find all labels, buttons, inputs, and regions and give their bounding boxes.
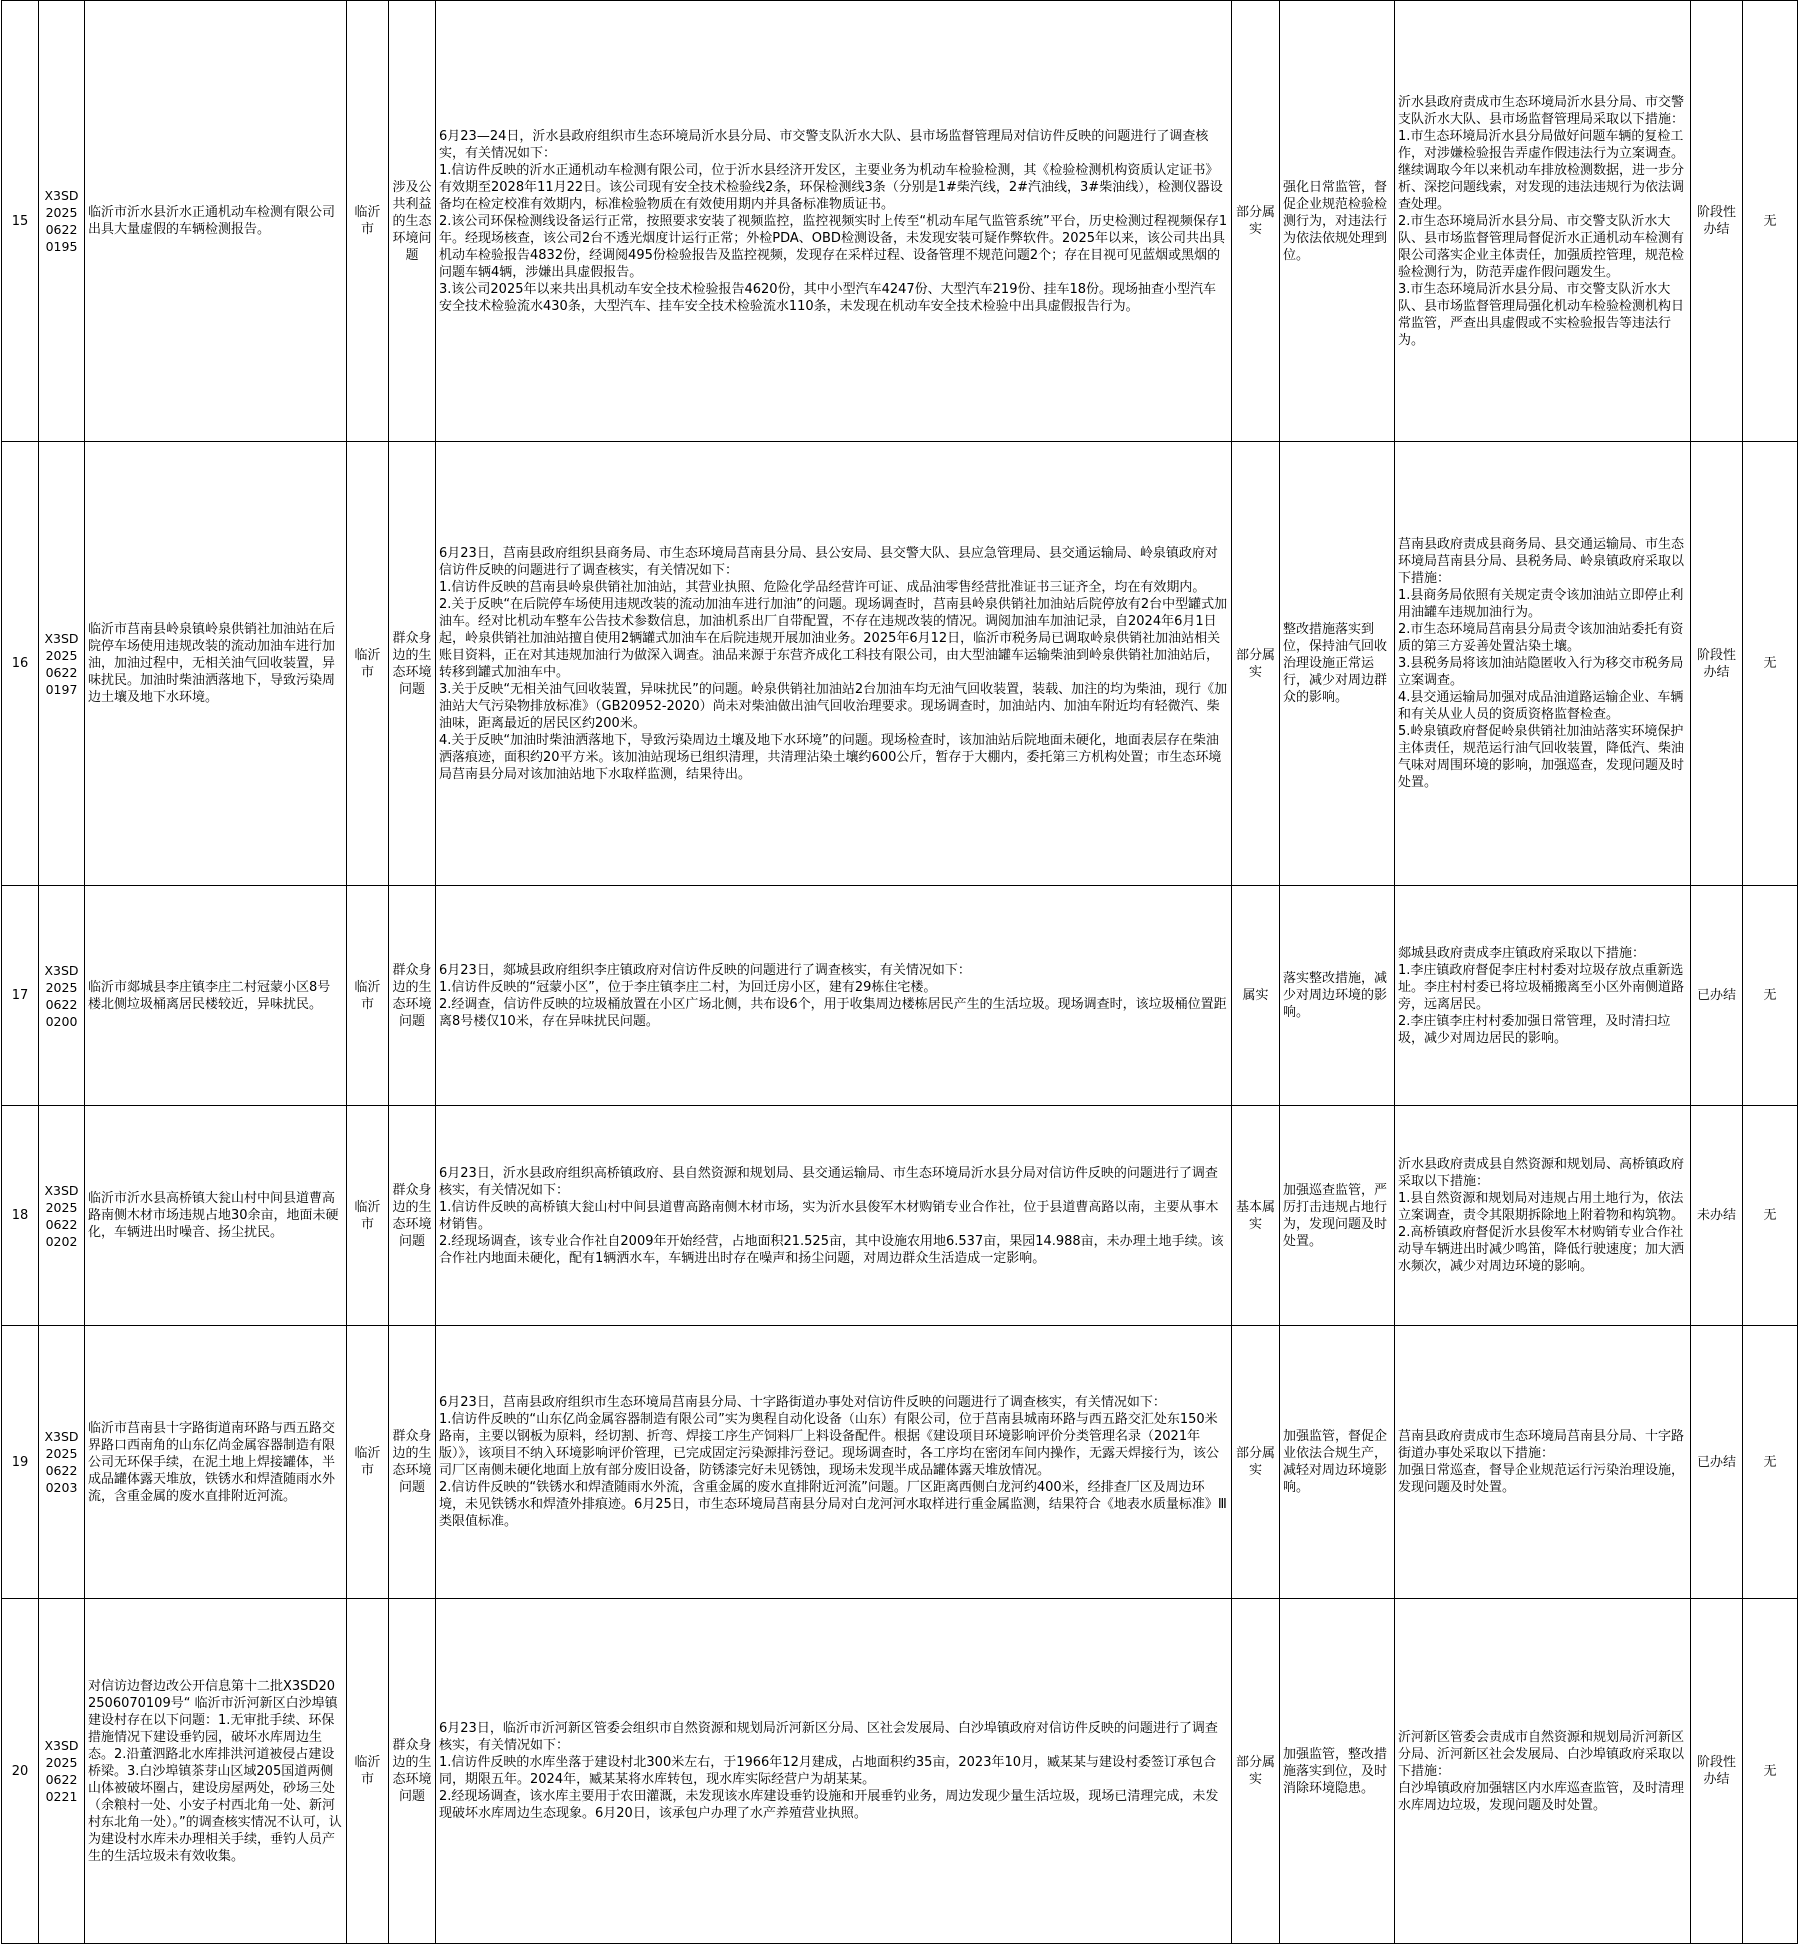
handling-status: 已办结 [1691, 886, 1743, 1106]
investigation-findings: 6月23日，莒南县政府组织市生态环境局莒南县分局、十字路街道办事处对信访件反映的问题进行了调查核实，有关情况如下： 1.信访件反映的“山东亿尚金属容器制造有限公司”实为奥程自动化设备（山东）有限公司，位于莒南县城南环路与西五路交汇处东150米路南，主要以钢板为原料，经切割、折弯、焊接工序生产饲料厂上料设备配件。根据《建设项目环境影响评价分类管理名录（2021年版）》，该项目不纳入环境影响评价管理，已完成固定污染源排污登记。现场调查时，各工序均在密闭车间内操作，无露天焊接行为，该公司厂区南侧未硬化地面上放有部分废旧设备，防锈漆完好未见锈蚀，现场未发现半成品罐体露天堆放情况。 2.信访件反映的“铁锈水和焊渣随雨水外流，含重金属的废水直排附近河流”问题。厂区距离西侧白龙河约400米，经排查厂区及周边环境，未见铁锈水和焊渣外排痕迹。6月25日，市生态环境局莒南县分局对白龙河河水取样进行重金属监测，结果符合《地表水质量标准》Ⅲ类限值标准。 [436, 1326, 1232, 1599]
accountability: 无 [1743, 1599, 1798, 1944]
verdict: 部分属实 [1232, 1, 1280, 442]
handling-measures: 郯城县政府责成李庄镇政府采取以下措施： 1.李庄镇政府督促李庄村村委对垃圾存放点重新选址。李庄村村委已将垃圾桶搬离至小区外南侧道路旁，远离居民。 2.李庄镇李庄村村委加强日常管理，及时清扫垃圾，减少对周边居民的影响。 [1395, 886, 1691, 1106]
rectification-goal: 整改措施落实到位，保持油气回收治理设施正常运行，减少对周边群众的影响。 [1280, 442, 1395, 886]
handling-status: 已办结 [1691, 1326, 1743, 1599]
petition-content: 临沂市郯城县李庄镇李庄二村冠蒙小区8号楼北侧垃圾桶离居民楼较近，异味扰民。 [85, 886, 347, 1106]
table-row [2, 886, 1798, 1106]
row-number: 18 [2, 1106, 39, 1326]
investigation-findings: 6月23—24日，沂水县政府组织市生态环境局沂水县分局、市交警支队沂水大队、县市场监督管理局对信访件反映的问题进行了调查核实，有关情况如下： 1.信访件反映的沂水正通机动车检测有限公司，位于沂水县经济开发区，主要业务为机动车检验检测，其《检验检测机构资质认定证书》有效期至2028年11月22日。该公司现有安全技术检验线2条，环保检测线3条（分别是1#柴汽线，2#汽油线，3#柴油线），检测仪器设备均在检定校准有效期内，标准检验物质在有效使用期内并具备标准物质证书。 2.该公司环保检测线设备运行正常，按照要求安装了视频监控，监控视频实时上传至“机动车尾气监管系统”平台，历史检测过程视频保存1年。经现场核查，该公司2台不透光烟度计运行正常；外检PDA、OBD检测设备，未发现安装可疑作弊软件。2025年以来，该公司共出具机动车检验报告4832份，经调阅495份检验报告及监控视频，发现存在采样过程、设备管理不规范问题2个；存在目视可见蓝烟或黑烟的问题车辆4辆，涉嫌出具虚假报告。 3.该公司2025年以来共出具机动车安全技术检验报告4620份，其中小型汽车4247份、大型汽车219份、挂车18份。现场抽查小型汽车安全技术检验流水430条，大型汽车、挂车安全技术检验流水110条，未发现在机动车安全技术检验中出具虚假报告行为。 [436, 1, 1232, 442]
investigation-findings: 6月23日，沂水县政府组织高桥镇政府、县自然资源和规划局、县交通运输局、市生态环境局沂水县分局对信访件反映的问题进行了调查核实，有关情况如下： 1.信访件反映的高桥镇大瓮山村中间县道曹高路南侧木材市场，实为沂水县俊军木材购销专业合作社，位于县道曹高路以南，主要从事木材销售。 2.经现场调查，该专业合作社自2009年开始经营，占地面积21.525亩，其中设施农用地6.537亩，果园14.988亩，未办理土地手续。该合作社内地面未硬化，配有1辆洒水车，车辆进出时存在噪声和扬尘问题，对周边群众生活造成一定影响。 [436, 1106, 1232, 1326]
issue-type: 群众身边的生态环境问题 [389, 1599, 436, 1944]
city: 临沂市 [347, 1326, 389, 1599]
row-number: 16 [2, 442, 39, 886]
table-row [2, 1106, 1798, 1326]
handling-measures: 莒南县政府责成县商务局、县交通运输局、市生态环境局莒南县分局、县税务局、岭泉镇政府采取以下措施： 1.县商务局依照有关规定责令该加油站立即停止利用油罐车违规加油行为。 2.市生态环境局莒南县分局责令该加油站委托有资质的第三方妥善处置沾染土壤。 3.县税务局将该加油站隐匿收入行为移交市税务局立案调查。 4.县交通运输局加强对成品油道路运输企业、车辆和有关从业人员的资质资格监督检查。 5.岭泉镇政府督促岭泉供销社加油站落实环境保护主体责任，规范运行油气回收装置，降低汽、柴油气味对周围环境的影响，加强巡查，发现问题及时处置。 [1395, 442, 1691, 886]
verdict: 基本属实 [1232, 1106, 1280, 1326]
case-code: X3SD202506220200 [39, 886, 85, 1106]
row-number: 20 [2, 1599, 39, 1944]
accountability: 无 [1743, 442, 1798, 886]
rectification-goal: 强化日常监管，督促企业规范检验检测行为，对违法行为依法依规处理到位。 [1280, 1, 1395, 442]
table-row [2, 442, 1798, 886]
issue-type: 群众身边的生态环境问题 [389, 442, 436, 886]
table-row [2, 1599, 1798, 1944]
issue-type: 涉及公共利益的生态环境问题 [389, 1, 436, 442]
case-code: X3SD202506220202 [39, 1106, 85, 1326]
handling-measures: 莒南县政府责成市生态环境局莒南县分局、十字路街道办事处采取以下措施： 加强日常巡查，督导企业规范运行污染治理设施，发现问题及时处置。 [1395, 1326, 1691, 1599]
verdict: 部分属实 [1232, 442, 1280, 886]
handling-measures: 沂水县政府责成市生态环境局沂水县分局、市交警支队沂水大队、县市场监督管理局采取以下措施： 1.市生态环境局沂水县分局做好问题车辆的复检工作，对涉嫌检验报告弄虚作假违法行为立案调查。继续调取今年以来机动车排放检测数据，进一步分析、深挖问题线索，对发现的违法违规行为依法调查处理。 2.市生态环境局沂水县分局、市交警支队沂水大队、县市场监督管理局督促沂水正通机动车检测有限公司落实企业主体责任，加强质控管理，规范检验检测行为，防范弄虚作假问题发生。 3.市生态环境局沂水县分局、市交警支队沂水大队、县市场监督管理局强化机动车检验检测机构日常监管，严查出具虚假或不实检验报告等违法行为。 [1395, 1, 1691, 442]
city: 临沂市 [347, 1, 389, 442]
verdict: 部分属实 [1232, 1599, 1280, 1944]
accountability: 无 [1743, 886, 1798, 1106]
petition-content: 临沂市莒南县十字路街道南环路与西五路交界路口西南角的山东亿尚金属容器制造有限公司无环保手续，在泥土地上焊接罐体，半成品罐体露天堆放，铁锈水和焊渣随雨水外流，含重金属的废水直排附近河流。 [85, 1326, 347, 1599]
petition-content: 临沂市沂水县高桥镇大瓮山村中间县道曹高路南侧木材市场违规占地30余亩，地面未硬化，车辆进出时噪音、扬尘扰民。 [85, 1106, 347, 1326]
rectification-goal: 落实整改措施，减少对周边环境的影响。 [1280, 886, 1395, 1106]
accountability: 无 [1743, 1326, 1798, 1599]
verdict: 属实 [1232, 886, 1280, 1106]
accountability: 无 [1743, 1, 1798, 442]
petition-content: 临沂市莒南县岭泉镇岭泉供销社加油站在后院停车场使用违规改装的流动加油车进行加油，加油过程中，无相关油气回收装置，异味扰民。加油时柴油洒落地下，导致污染周边土壤及地下水环境。 [85, 442, 347, 886]
city: 临沂市 [347, 1599, 389, 1944]
petition-table [1, 0, 1798, 1944]
row-number: 15 [2, 1, 39, 442]
investigation-findings: 6月23日，临沂市沂河新区管委会组织市自然资源和规划局沂河新区分局、区社会发展局、白沙埠镇政府对信访件反映的问题进行了调查核实，有关情况如下： 1.信访件反映的水库坐落于建设村北300米左右，于1966年12月建成，占地面积约35亩，2023年10月，臧某某与建设村委签订承包合同，期限五年。2024年，臧某某将水库转包，现水库实际经营户为胡某某。 2.经现场调查，该水库主要用于农田灌溉，未发现该水库建设垂钓设施和开展垂钓业务，周边发现少量生活垃圾，现场已清理完成，未发现破坏水库周边生态现象。6月20日，该承包户办理了水产养殖营业执照。 [436, 1599, 1232, 1944]
issue-type: 群众身边的生态环境问题 [389, 1106, 436, 1326]
case-code: X3SD202506220203 [39, 1326, 85, 1599]
handling-status: 阶段性办结 [1691, 1, 1743, 442]
rectification-goal: 加强巡查监管，严厉打击违规占地行为，发现问题及时处置。 [1280, 1106, 1395, 1326]
table-row [2, 1326, 1798, 1599]
rectification-goal: 加强监管，整改措施落实到位，及时消除环境隐患。 [1280, 1599, 1395, 1944]
row-number: 19 [2, 1326, 39, 1599]
issue-type: 群众身边的生态环境问题 [389, 886, 436, 1106]
petition-content: 对信访边督边改公开信息第十二批X3SD202506070109号“ 临沂市沂河新区白沙埠镇建设村存在以下问题：1.无审批手续、环保措施情况下建设垂钓园，破坏水库周边生态。2.沿董泗路北水库排洪河道被侵占建设桥梁。3.白沙埠镇茶芽山区域205国道两侧山体被破坏圈占，建设房屋两处，砂场三处（余粮村一处、小安子村西北角一处、新河村东北角一处）。”的调查核实情况不认可，认为建设村水库未办理相关手续，垂钓人员产生的生活垃圾未有效收集。 [85, 1599, 347, 1944]
table-row [2, 1, 1798, 442]
row-number: 17 [2, 886, 39, 1106]
investigation-findings: 6月23日，郯城县政府组织李庄镇政府对信访件反映的问题进行了调查核实，有关情况如下： 1.信访件反映的“冠蒙小区”，位于李庄镇李庄二村，为回迁房小区，建有29栋住宅楼。 2.经调查，信访件反映的垃圾桶放置在小区广场北侧，共布设6个，用于收集周边楼栋居民产生的生活垃圾。现场调查时，该垃圾桶位置距离8号楼仅10米，存在异味扰民问题。 [436, 886, 1232, 1106]
investigation-findings: 6月23日，莒南县政府组织县商务局、市生态环境局莒南县分局、县公安局、县交警大队、县应急管理局、县交通运输局、岭泉镇政府对信访件反映的问题进行了调查核实，有关情况如下： 1.信访件反映的莒南县岭泉供销社加油站，其营业执照、危险化学品经营许可证、成品油零售经营批准证书三证齐全，均在有效期内。 2.关于反映“在后院停车场使用违规改装的流动加油车进行加油”的问题。现场调查时，莒南县岭泉供销社加油站后院停放有2台中型罐式加油车。经对比机动车整车公告技术参数信息，加油机系出厂自带配置，不存在违规改装的情况。调阅加油车加油记录，自2024年6月1日起，岭泉供销社加油站擅自使用2辆罐式加油车在后院违规开展加油业务。2025年6月12日，临沂市税务局已调取岭泉供销社加油站相关账目资料，正在对其违规加油行为做深入调查。油品来源于东营齐成化工科技有限公司，由大型油罐车运输柴油到岭泉供销社加油站后，转移到罐式加油车中。 3.关于反映“无相关油气回收装置，异味扰民”的问题。岭泉供销社加油站2台加油车均无油气回收装置，装载、加注的均为柴油，现行《加油站大气污染物排放标准》（GB20952-2020）尚未对柴油做出油气回收治理要求。现场调查时，加油站内、加油车附近均有轻微汽、柴油味，距离最近的居民区约200米。 4.关于反映“加油时柴油洒落地下，导致污染周边土壤及地下水环境”的问题。现场检查时，该加油站后院地面未硬化，地面表层存在柴油洒落痕迹，面积约20平方米。该加油站现场已组织清理，共清理沾染土壤约600公斤，暂存于大棚内，委托第三方机构处置；市生态环境局莒南县分局对该加油站地下水取样监测，结果待出。 [436, 442, 1232, 886]
handling-status: 阶段性办结 [1691, 442, 1743, 886]
case-code: X3SD202506220197 [39, 442, 85, 886]
handling-status: 未办结 [1691, 1106, 1743, 1326]
handling-measures: 沂河新区管委会责成市自然资源和规划局沂河新区分局、沂河新区社会发展局、白沙埠镇政府采取以下措施： 白沙埠镇政府加强辖区内水库巡查监管，及时清理水库周边垃圾，发现问题及时处置。 [1395, 1599, 1691, 1944]
rectification-goal: 加强监管，督促企业依法合规生产，减轻对周边环境影响。 [1280, 1326, 1395, 1599]
case-code: X3SD202506220221 [39, 1599, 85, 1944]
petition-content: 临沂市沂水县沂水正通机动车检测有限公司出具大量虚假的车辆检测报告。 [85, 1, 347, 442]
city: 临沂市 [347, 1106, 389, 1326]
handling-measures: 沂水县政府责成县自然资源和规划局、高桥镇政府采取以下措施： 1.县自然资源和规划局对违规占用土地行为，依法立案调查，责令其限期拆除地上附着物和构筑物。 2.高桥镇政府督促沂水县俊军木材购销专业合作社动导车辆进出时减少鸣笛，降低行驶速度；加大洒水频次，减少对周边环境的影响。 [1395, 1106, 1691, 1326]
city: 临沂市 [347, 442, 389, 886]
accountability: 无 [1743, 1106, 1798, 1326]
case-code: X3SD202506220195 [39, 1, 85, 442]
verdict: 部分属实 [1232, 1326, 1280, 1599]
issue-type: 群众身边的生态环境问题 [389, 1326, 436, 1599]
city: 临沂市 [347, 886, 389, 1106]
handling-status: 阶段性办结 [1691, 1599, 1743, 1944]
